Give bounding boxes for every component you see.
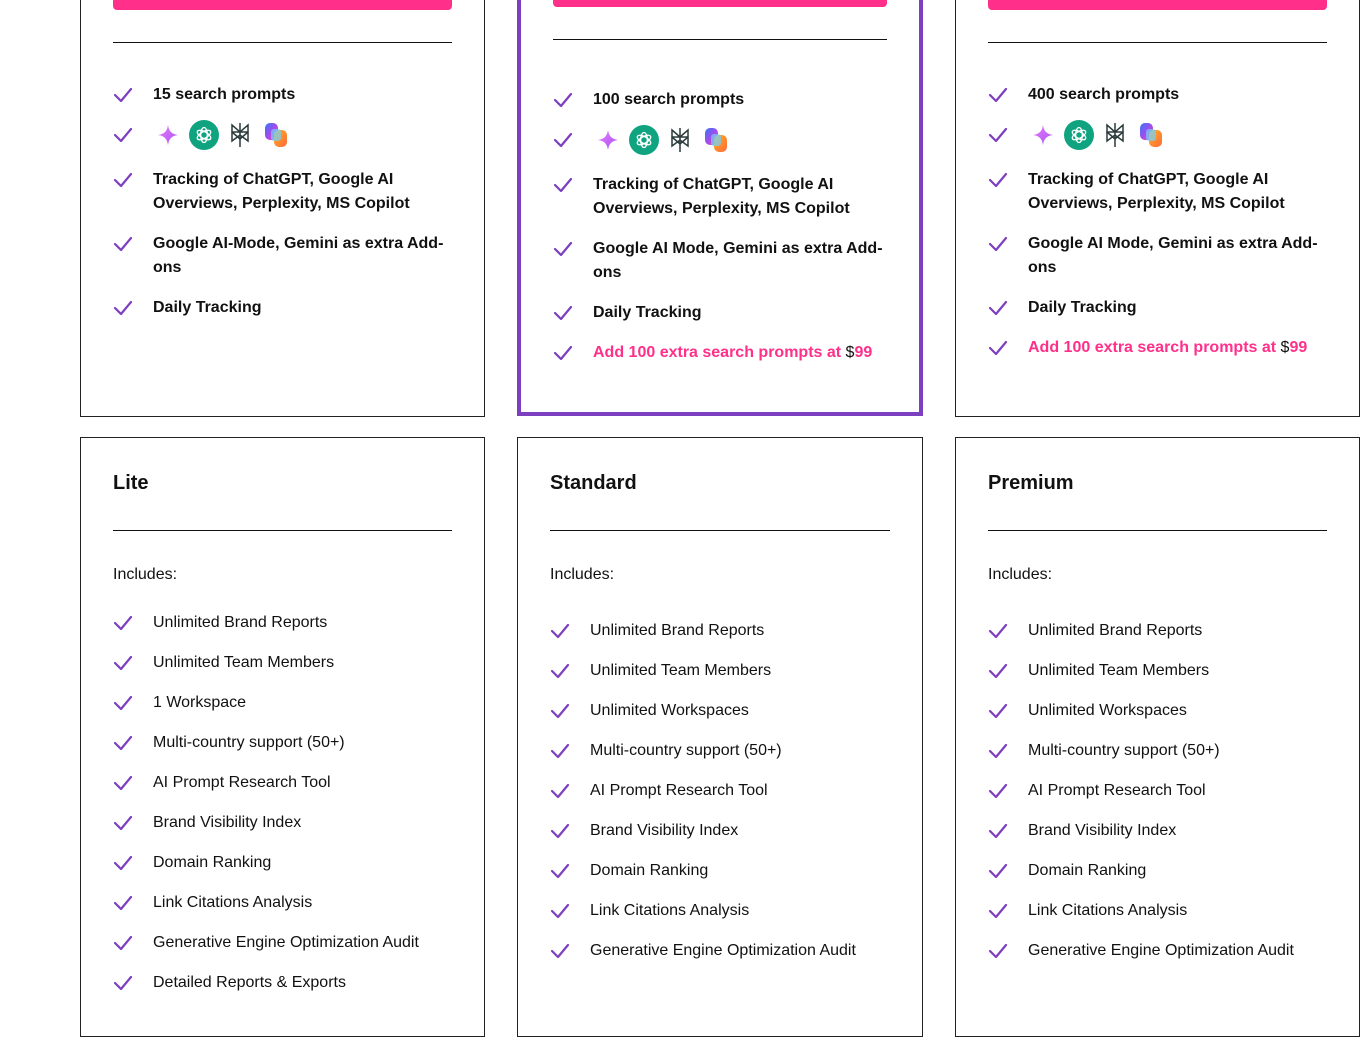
included-feature-item bbox=[113, 731, 452, 755]
feature-text: Unlimited Team Members bbox=[153, 654, 335, 671]
feature-text: AI Prompt Research Tool bbox=[153, 774, 331, 791]
check-icon bbox=[988, 123, 1028, 147]
addon-text: Add 100 extra search prompts at bbox=[1028, 339, 1281, 356]
feature-item bbox=[988, 83, 1327, 107]
check-icon bbox=[113, 971, 153, 995]
feature-text: Unlimited Workspaces bbox=[1028, 702, 1187, 719]
check-icon bbox=[113, 771, 153, 795]
check-icon bbox=[988, 296, 1028, 320]
included-feature-item bbox=[550, 659, 890, 683]
included-feature-item bbox=[550, 739, 890, 763]
addon-text: Add 100 extra search prompts at bbox=[593, 344, 846, 361]
included-feature-item bbox=[988, 659, 1327, 683]
feature-text bbox=[593, 341, 897, 365]
divider bbox=[988, 530, 1327, 531]
feature-text: Link Citations Analysis bbox=[590, 902, 750, 919]
includes-label: Includes: bbox=[988, 566, 1053, 583]
check-icon bbox=[550, 739, 590, 763]
check-icon bbox=[550, 619, 590, 643]
check-icon bbox=[550, 939, 590, 963]
feature-text: Unlimited Team Members bbox=[1028, 662, 1210, 679]
check-icon bbox=[550, 699, 590, 723]
feature-text bbox=[153, 120, 452, 150]
feature-item bbox=[113, 296, 452, 320]
included-feature-item bbox=[550, 779, 890, 803]
included-feature-item bbox=[988, 619, 1327, 643]
ai-platforms-row bbox=[113, 123, 452, 150]
feature-item bbox=[113, 168, 452, 216]
feature-item bbox=[113, 232, 452, 280]
included-feature-item bbox=[988, 699, 1327, 723]
feature-text: Google AI-Mode, Gemini as extra Add-ons bbox=[153, 235, 444, 276]
feature-text: Domain Ranking bbox=[590, 862, 709, 879]
feature-text: 1 Workspace bbox=[153, 694, 247, 711]
included-feature-item bbox=[113, 891, 452, 915]
included-feature-item bbox=[550, 859, 890, 883]
check-icon bbox=[553, 173, 593, 197]
plan-name-premium: Premium bbox=[988, 472, 1074, 494]
feature-item bbox=[113, 83, 452, 107]
feature-text: Unlimited Brand Reports bbox=[153, 614, 328, 631]
included-feature-item bbox=[988, 779, 1327, 803]
included-feature-item bbox=[988, 899, 1327, 923]
included-feature-item bbox=[113, 811, 452, 835]
copilot-icon bbox=[1136, 120, 1166, 150]
ai-platforms-row bbox=[553, 128, 887, 155]
feature-text: Domain Ranking bbox=[1028, 862, 1147, 879]
check-icon bbox=[113, 168, 153, 192]
feature-text: 400 search prompts bbox=[1028, 86, 1180, 103]
feature-text: Unlimited Team Members bbox=[590, 662, 772, 679]
includes-label: Includes: bbox=[550, 566, 615, 583]
feature-text: 100 search prompts bbox=[593, 91, 745, 108]
divider bbox=[550, 530, 890, 531]
check-icon bbox=[553, 128, 593, 152]
standard-cta-button[interactable] bbox=[553, 0, 887, 7]
check-icon bbox=[113, 232, 153, 256]
feature-text: Tracking of ChatGPT, Google AI Overviews, Perplexity, MS Copilot bbox=[153, 171, 410, 212]
check-icon bbox=[113, 691, 153, 715]
check-icon bbox=[553, 88, 593, 112]
check-icon bbox=[988, 336, 1028, 360]
divider bbox=[988, 42, 1327, 43]
divider bbox=[113, 42, 452, 43]
copilot-icon bbox=[261, 120, 291, 150]
feature-text: Unlimited Brand Reports bbox=[590, 622, 765, 639]
feature-item bbox=[553, 237, 887, 285]
included-feature-item bbox=[550, 819, 890, 843]
check-icon bbox=[550, 899, 590, 923]
included-feature-item bbox=[113, 771, 452, 795]
included-feature-item bbox=[988, 859, 1327, 883]
feature-text: Multi-country support (50+) bbox=[1028, 742, 1220, 759]
ai-platforms-row bbox=[988, 123, 1327, 150]
check-icon bbox=[113, 611, 153, 635]
feature-text: Generative Engine Optimization Audit bbox=[153, 934, 419, 951]
feature-text: AI Prompt Research Tool bbox=[590, 782, 768, 799]
lite-cta-button[interactable] bbox=[113, 0, 452, 10]
included-feature-item bbox=[113, 851, 452, 875]
addon-price: 99 bbox=[1289, 339, 1308, 356]
feature-item bbox=[988, 296, 1327, 320]
chatgpt-icon bbox=[1064, 120, 1094, 150]
check-icon bbox=[988, 779, 1028, 803]
feature-text: Google AI Mode, Gemini as extra Add-ons bbox=[593, 240, 883, 281]
addon-offer bbox=[988, 336, 1337, 360]
feature-text: Multi-country support (50+) bbox=[590, 742, 782, 759]
premium-cta-button[interactable] bbox=[988, 0, 1327, 10]
feature-item bbox=[553, 301, 887, 325]
gemini-sparkle-icon bbox=[153, 120, 183, 150]
feature-text: Daily Tracking bbox=[1028, 299, 1137, 316]
check-icon bbox=[988, 659, 1028, 683]
perplexity-icon bbox=[225, 120, 255, 150]
feature-text bbox=[593, 125, 887, 155]
included-feature-item bbox=[550, 699, 890, 723]
feature-text: Tracking of ChatGPT, Google AI Overviews, Perplexity, MS Copilot bbox=[1028, 171, 1285, 212]
check-icon bbox=[553, 237, 593, 261]
check-icon bbox=[988, 699, 1028, 723]
check-icon bbox=[988, 232, 1028, 256]
feature-text: Daily Tracking bbox=[593, 304, 702, 321]
feature-text: Brand Visibility Index bbox=[590, 822, 739, 839]
check-icon bbox=[988, 899, 1028, 923]
check-icon bbox=[553, 341, 593, 365]
feature-item bbox=[988, 232, 1327, 280]
included-feature-item bbox=[988, 939, 1327, 963]
feature-text: Multi-country support (50+) bbox=[153, 734, 345, 751]
check-icon bbox=[550, 859, 590, 883]
included-feature-item bbox=[988, 739, 1327, 763]
addon-currency: $ bbox=[845, 344, 855, 361]
feature-text: Unlimited Workspaces bbox=[590, 702, 749, 719]
feature-text: Link Citations Analysis bbox=[1028, 902, 1188, 919]
feature-text: AI Prompt Research Tool bbox=[1028, 782, 1206, 799]
check-icon bbox=[113, 731, 153, 755]
feature-text: 15 search prompts bbox=[153, 86, 296, 103]
check-icon bbox=[550, 819, 590, 843]
included-feature-item bbox=[550, 939, 890, 963]
feature-text: Link Citations Analysis bbox=[153, 894, 313, 911]
check-icon bbox=[113, 651, 153, 675]
included-feature-item bbox=[550, 899, 890, 923]
included-feature-item bbox=[988, 819, 1327, 843]
feature-text: Brand Visibility Index bbox=[1028, 822, 1177, 839]
perplexity-icon bbox=[1100, 120, 1130, 150]
feature-item bbox=[553, 88, 887, 112]
check-icon bbox=[988, 83, 1028, 107]
check-icon bbox=[553, 301, 593, 325]
check-icon bbox=[988, 939, 1028, 963]
included-feature-item bbox=[113, 691, 452, 715]
addon-currency: $ bbox=[1280, 339, 1290, 356]
divider bbox=[113, 530, 452, 531]
included-feature-item bbox=[550, 619, 890, 643]
check-icon bbox=[550, 779, 590, 803]
check-icon bbox=[988, 619, 1028, 643]
feature-text bbox=[1028, 336, 1337, 360]
check-icon bbox=[113, 891, 153, 915]
feature-text: Brand Visibility Index bbox=[153, 814, 302, 831]
check-icon bbox=[113, 931, 153, 955]
check-icon bbox=[988, 819, 1028, 843]
plan-name-standard: Standard bbox=[550, 472, 637, 494]
feature-text: Unlimited Brand Reports bbox=[1028, 622, 1203, 639]
check-icon bbox=[550, 659, 590, 683]
included-feature-item bbox=[113, 651, 452, 675]
check-icon bbox=[113, 851, 153, 875]
addon-offer bbox=[553, 341, 897, 365]
feature-item bbox=[988, 168, 1327, 216]
check-icon bbox=[113, 811, 153, 835]
feature-text: Tracking of ChatGPT, Google AI Overviews, Perplexity, MS Copilot bbox=[593, 176, 850, 217]
feature-text: Generative Engine Optimization Audit bbox=[590, 942, 856, 959]
feature-item bbox=[553, 173, 887, 221]
feature-text: Google AI Mode, Gemini as extra Add-ons bbox=[1028, 235, 1318, 276]
chatgpt-icon bbox=[629, 125, 659, 155]
chatgpt-icon bbox=[189, 120, 219, 150]
check-icon bbox=[988, 859, 1028, 883]
feature-text: Domain Ranking bbox=[153, 854, 272, 871]
check-icon bbox=[113, 123, 153, 147]
feature-text: Generative Engine Optimization Audit bbox=[1028, 942, 1294, 959]
feature-text: Daily Tracking bbox=[153, 299, 262, 316]
includes-label: Includes: bbox=[113, 566, 178, 583]
copilot-icon bbox=[701, 125, 731, 155]
check-icon bbox=[113, 83, 153, 107]
gemini-sparkle-icon bbox=[593, 125, 623, 155]
gemini-sparkle-icon bbox=[1028, 120, 1058, 150]
check-icon bbox=[988, 739, 1028, 763]
included-feature-item bbox=[113, 971, 452, 995]
feature-text bbox=[1028, 120, 1327, 150]
feature-text: Detailed Reports & Exports bbox=[153, 974, 346, 991]
included-feature-item bbox=[113, 611, 452, 635]
check-icon bbox=[113, 296, 153, 320]
plan-name-lite: Lite bbox=[113, 472, 149, 494]
check-icon bbox=[988, 168, 1028, 192]
perplexity-icon bbox=[665, 125, 695, 155]
included-feature-item bbox=[113, 931, 452, 955]
divider bbox=[553, 39, 887, 40]
addon-price: 99 bbox=[854, 344, 873, 361]
